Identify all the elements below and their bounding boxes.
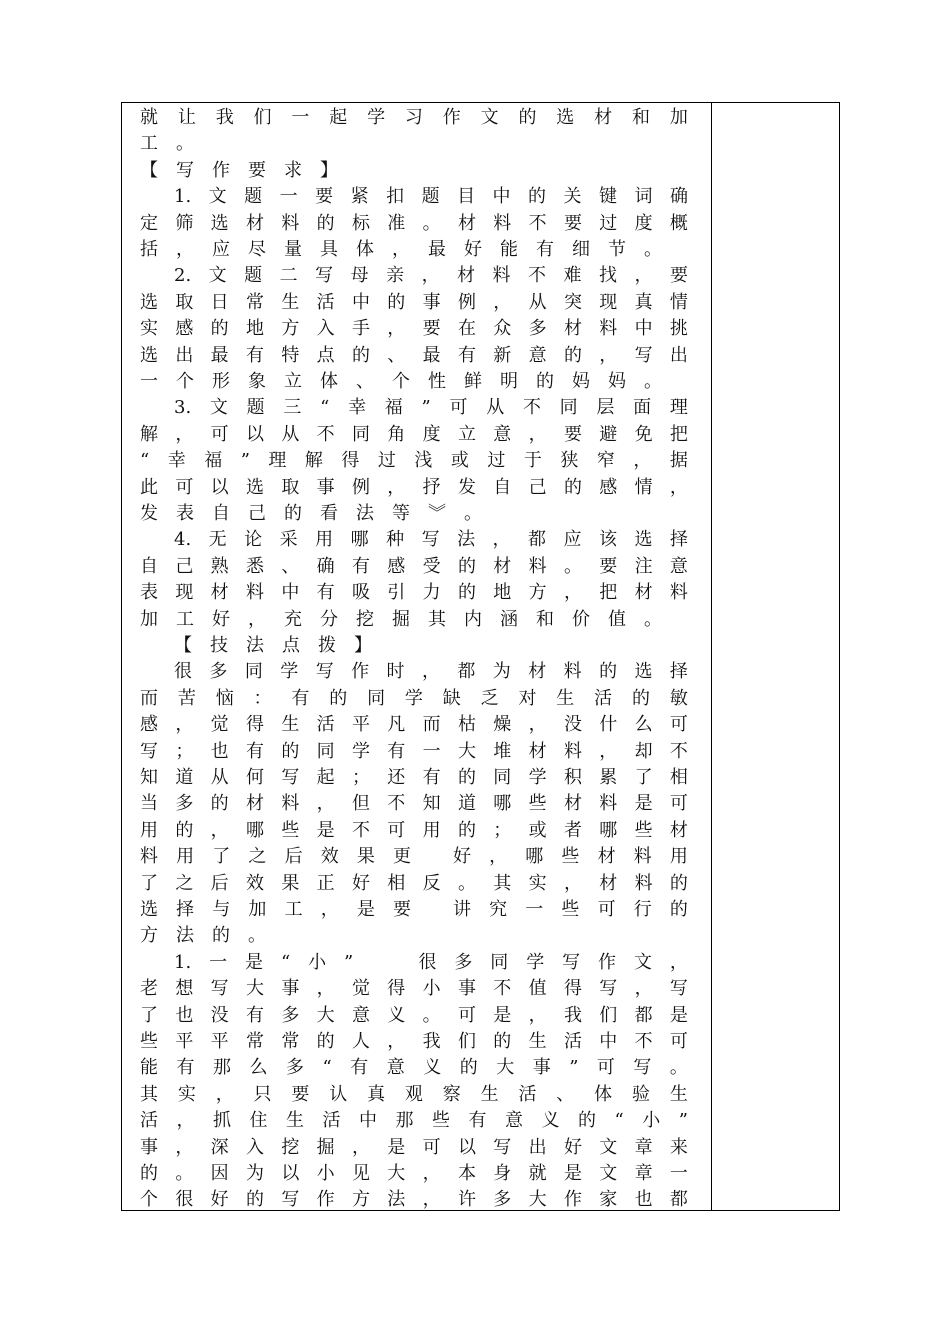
text-line: 料 用 了 之 后 效 果 更 好 ， 哪 些 材 料 用 (140, 846, 688, 868)
text-line: 个 很 好 的 写 作 方 法 ， 许 多 大 作 家 也 都 (140, 1189, 688, 1211)
text-line: 知 道 从 何 写 起 ； 还 有 的 同 学 积 累 了 相 (140, 767, 688, 788)
text-line: 能 有 那 么 多 “ 有 意 义 的 大 事 ” 可 写 。 (140, 1057, 688, 1079)
text-line: 而 苦 恼 ： 有 的 同 学 缺 乏 对 生 活 的 敏 (140, 687, 688, 709)
text-line: 解 ， 可 以 从 不 同 角 度 立 意 ， 要 避 免 把 (140, 423, 688, 445)
text-line: 2. 文 题 二 写 母 亲 ， 材 料 不 难 找 ， 要 (174, 265, 688, 287)
text-line: 1. 一 是 “ 小 ” 很 多 同 学 写 作 文 ， (174, 951, 688, 973)
text-line: 些 平 平 常 常 的 人 ， 我 们 的 生 活 中 不 可 (140, 1031, 688, 1052)
text-line: 了 也 没 有 多 大 意 义 。 可 是 ， 我 们 都 是 (140, 1004, 688, 1026)
text-line: 定 筛 选 材 料 的 标 准 。 材 料 不 要 过 度 概 (140, 212, 688, 234)
text-line: 选 取 日 常 生 活 中 的 事 例 ， 从 突 现 真 情 (140, 291, 688, 313)
text-line: “ 幸 福 ” 理 解 得 过 浅 或 过 于 狭 窄 ， 据 (140, 450, 688, 472)
text-line: 了 之 后 效 果 正 好 相 反 。 其 实 ， 材 料 的 (140, 872, 688, 894)
text-line: 3. 文 题 三 “ 幸 福 ” 可 从 不 同 层 面 理 (174, 397, 688, 419)
document-table (121, 102, 840, 1211)
text-line: 【 技 法 点 拨 】 (174, 635, 372, 656)
text-line: 表 现 材 料 中 有 吸 引 力 的 地 方 ， 把 材 料 (140, 582, 688, 604)
text-line: 自 己 熟 悉 、 确 有 感 受 的 材 料 。 要 注 意 (140, 555, 688, 577)
text-line: 4. 无 论 采 用 哪 种 写 法 ， 都 应 该 选 择 (174, 529, 688, 551)
text-line: 其 实 ， 只 要 认 真 观 察 生 活 、 体 验 生 (140, 1083, 688, 1105)
text-line: 实 感 的 地 方 入 手 ， 要 在 众 多 材 料 中 挑 (140, 318, 688, 340)
text-line: 感 ， 觉 得 生 活 平 凡 而 枯 燥 ， 没 什 么 可 (140, 714, 688, 736)
text-line: 1. 文 题 一 要 紧 扣 题 目 中 的 关 键 词 确 (174, 186, 688, 208)
text-line: 工 。 (140, 133, 194, 155)
text-line: 老 想 写 大 事 ， 觉 得 小 事 不 值 得 写 ， 写 (140, 978, 688, 1000)
text-line: 发 表 自 己 的 看 法 等 ︾ 。 (140, 503, 482, 524)
text-line: 写 ； 也 有 的 同 学 有 一 大 堆 材 料 ， 却 不 (140, 740, 688, 762)
text-line: 括 ， 应 尽 量 具 体 ， 最 好 能 有 细 节 。 (140, 239, 662, 260)
text-line: 用 的 ， 哪 些 是 不 可 用 的 ； 或 者 哪 些 材 (140, 819, 688, 841)
text-line: 此 可 以 选 取 事 例 ， 抒 发 自 己 的 感 情 ， (140, 476, 688, 498)
text-line: 选 出 最 有 特 点 的 、 最 有 新 意 的 ， 写 出 (140, 344, 688, 366)
text-line: 很 多 同 学 写 作 时 ， 都 为 材 料 的 选 择 (174, 661, 688, 683)
text-line: 就 让 我 们 一 起 学 习 作 文 的 选 材 和 加 (140, 107, 688, 128)
text-line: 方 法 的 。 (140, 925, 266, 947)
text-line: 当 多 的 材 料 ， 但 不 知 道 哪 些 材 料 是 可 (140, 793, 688, 815)
text-line: 【 写 作 要 求 】 (140, 159, 338, 181)
text-line: 活 ， 抓 住 生 活 中 那 些 有 意 义 的 “ 小 ” (140, 1110, 688, 1132)
notes-cell (712, 103, 839, 1210)
text-line: 选 择 与 加 工 ， 是 要 讲 究 一 些 可 行 的 (140, 899, 688, 920)
text-line: 的 。 因 为 以 小 见 大 ， 本 身 就 是 文 章 一 (140, 1163, 688, 1184)
text-line: 一 个 形 象 立 体 、 个 性 鲜 明 的 妈 妈 。 (140, 371, 662, 392)
text-line: 加 工 好 ， 充 分 挖 掘 其 内 涵 和 价 值 。 (140, 608, 662, 630)
text-line: 事 ， 深 入 挖 掘 ， 是 可 以 写 出 好 文 章 来 (140, 1136, 688, 1158)
